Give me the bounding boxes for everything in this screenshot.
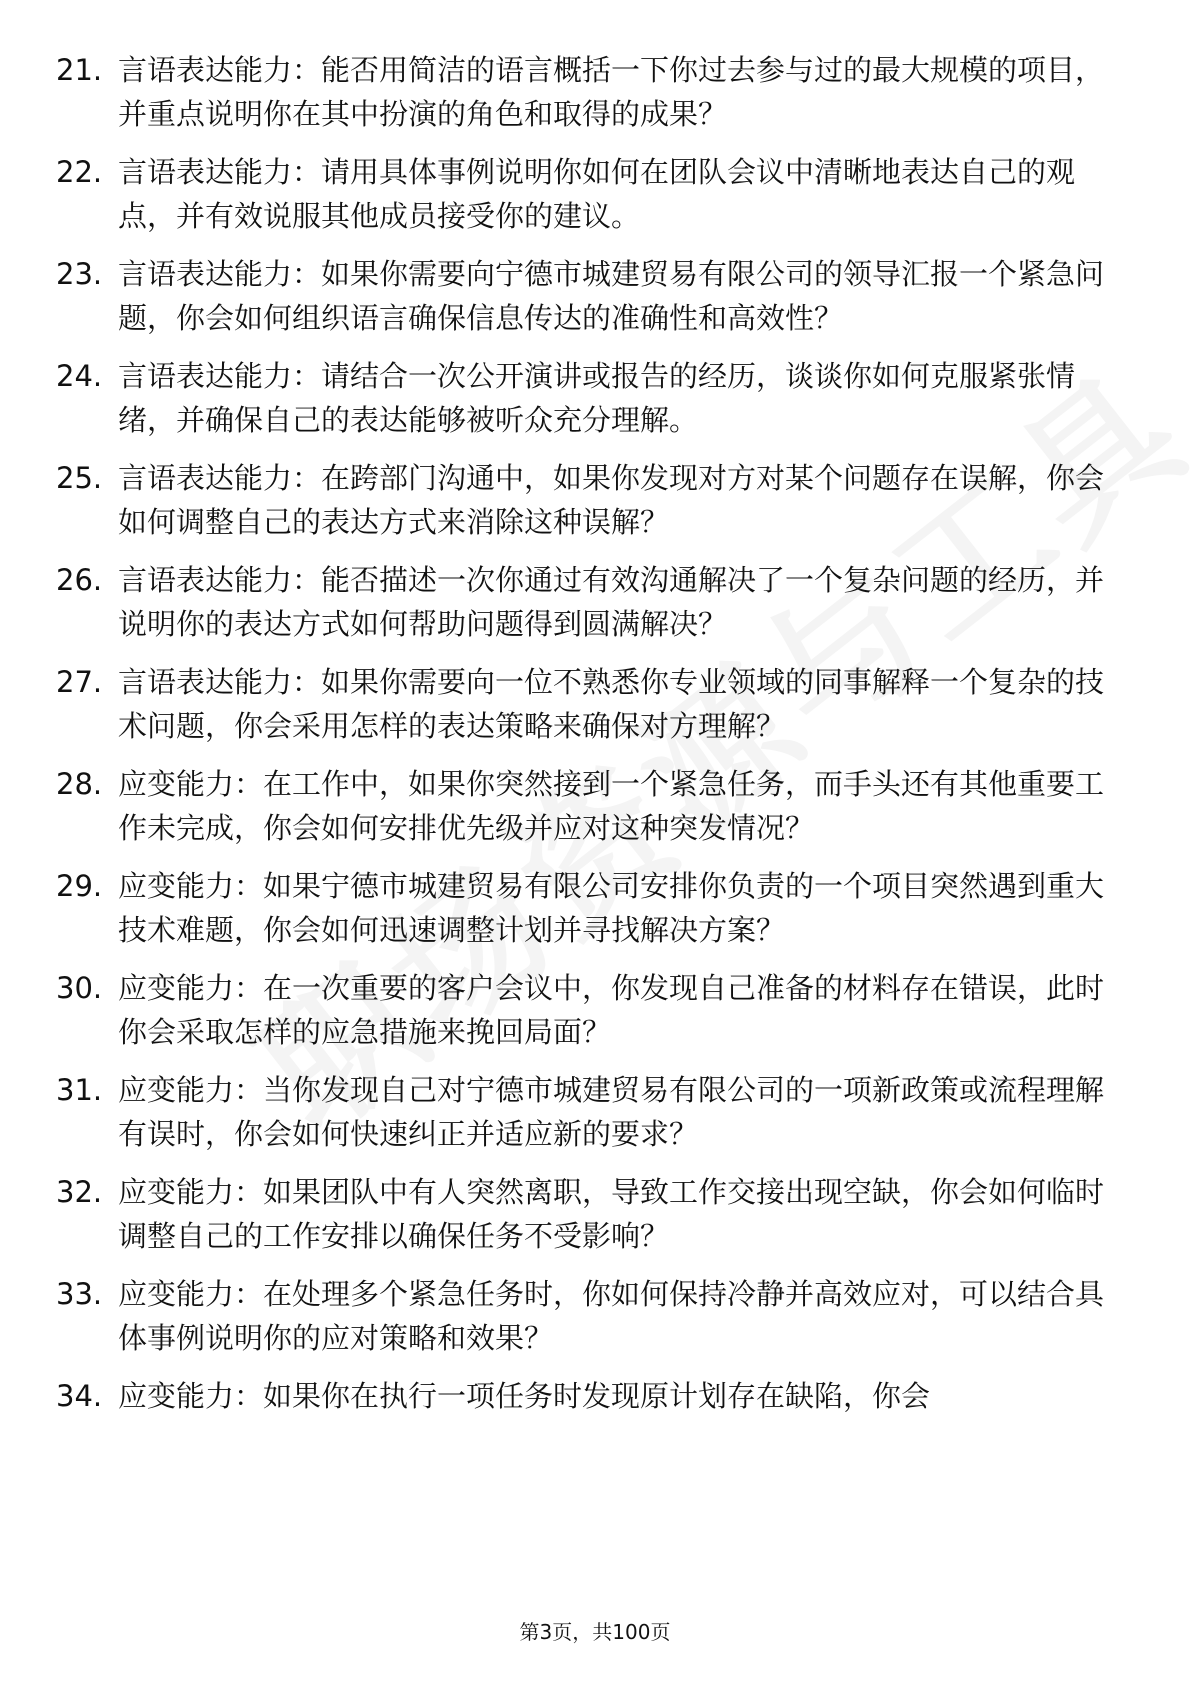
question-text: 应变能力：如果宁德市城建贸易有限公司安排你负责的一个项目突然遇到重大技术难题，你会如何迅速调整计划并寻找解决方案？ [118, 869, 1105, 947]
question-text: 言语表达能力：如果你需要向一位不熟悉你专业领域的同事解释一个复杂的技术问题，你会采用怎样的表达策略来确保对方理解？ [118, 665, 1105, 743]
question-text: 应变能力：如果你在执行一项任务时发现原计划存在缺陷，你会 [118, 1379, 931, 1413]
question-item [56, 660, 1136, 748]
question-number: 24. [56, 359, 103, 393]
question-number: 25. [56, 461, 103, 495]
question-item [56, 762, 1136, 850]
question-item [56, 150, 1136, 238]
question-text: 言语表达能力：请结合一次公开演讲或报告的经历，谈谈你如何克服紧张情绪，并确保自己的表达能够被听众充分理解。 [118, 359, 1076, 437]
question-item [56, 48, 1136, 136]
question-item [56, 864, 1136, 952]
question-item [56, 1170, 1136, 1258]
question-item [56, 558, 1136, 646]
question-text: 言语表达能力：在跨部门沟通中，如果你发现对方对某个问题存在误解，你会如何调整自己的表达方式来消除这种误解？ [118, 461, 1105, 539]
question-number: 28. [56, 767, 103, 801]
question-text: 应变能力：在工作中，如果你突然接到一个紧急任务，而手头还有其他重要工作未完成，你会如何安排优先级并应对这种突发情况？ [118, 767, 1105, 845]
question-number: 21. [56, 53, 103, 87]
question-text: 应变能力：在一次重要的客户会议中，你发现自己准备的材料存在错误，此时你会采取怎样的应急措施来挽回局面？ [118, 971, 1105, 1049]
question-item [56, 966, 1136, 1054]
question-number: 29. [56, 869, 103, 903]
question-number: 32. [56, 1175, 103, 1209]
question-text: 言语表达能力：请用具体事例说明你如何在团队会议中清晰地表达自己的观点，并有效说服其他成员接受你的建议。 [118, 155, 1076, 233]
question-item [56, 1068, 1136, 1156]
question-number: 34. [56, 1379, 103, 1413]
question-text: 言语表达能力：能否用简洁的语言概括一下你过去参与过的最大规模的项目，并重点说明你在其中扮演的角色和取得的成果？ [118, 53, 1105, 131]
question-number: 30. [56, 971, 103, 1005]
question-number: 33. [56, 1277, 103, 1311]
question-text: 应变能力：当你发现自己对宁德市城建贸易有限公司的一项新政策或流程理解有误时，你会如何快速纠正并适应新的要求？ [118, 1073, 1105, 1151]
question-item [56, 456, 1136, 544]
question-text: 言语表达能力：能否描述一次你通过有效沟通解决了一个复杂问题的经历，并说明你的表达方式如何帮助问题得到圆满解决？ [118, 563, 1105, 641]
question-item [56, 354, 1136, 442]
question-text: 言语表达能力：如果你需要向宁德市城建贸易有限公司的领导汇报一个紧急问题，你会如何组织语言确保信息传达的准确性和高效性？ [118, 257, 1105, 335]
question-item [56, 1374, 1136, 1418]
question-item [56, 1272, 1136, 1360]
question-text: 应变能力：在处理多个紧急任务时，你如何保持冷静并高效应对，可以结合具体事例说明你的应对策略和效果？ [118, 1277, 1105, 1355]
question-number: 27. [56, 665, 103, 699]
question-number: 23. [56, 257, 103, 291]
page-number-footer: 第3页，共100页 [519, 1620, 671, 1644]
question-number: 22. [56, 155, 103, 189]
question-number: 26. [56, 563, 103, 597]
question-number: 31. [56, 1073, 103, 1107]
question-item [56, 252, 1136, 340]
question-text: 应变能力：如果团队中有人突然离职，导致工作交接出现空缺，你会如何临时调整自己的工作安排以确保任务不受影响？ [118, 1175, 1105, 1253]
question-list [56, 48, 1136, 1432]
